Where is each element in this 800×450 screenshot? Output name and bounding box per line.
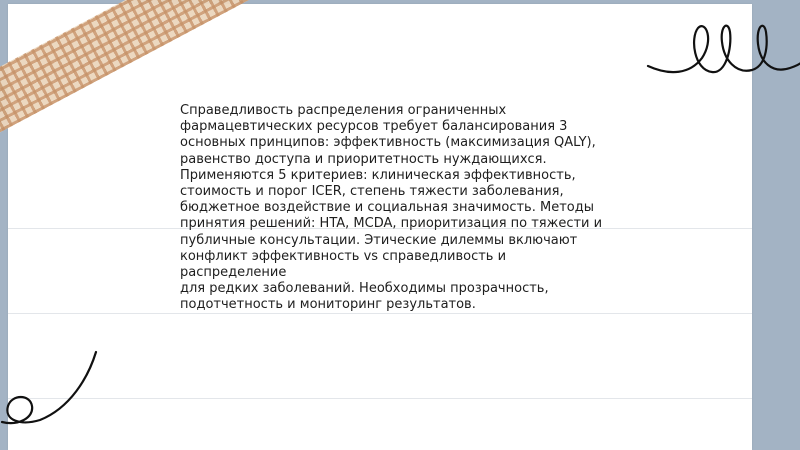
loop-scribble-icon [640, 18, 800, 88]
slide-body-text: Справедливость распределения ограниченных фармацевтических ресурсов требует балансирования 3 основных принципов: эффективность (максимизация QALY), равенство доступа и приоритетность нуждающихся. Применяются 5 критериев: клиническая эффективность, стоимость и порог ICER, степень тяжести заболевания, бюджетное воздействие и социальная значимость. Методы принятия решений: HTA, MCDA, приоритизация по тяжести и публичные консультации. Этические дилеммы включают конфликт эффективность vs справедливость и распределение для редких заболеваний. Необходимы прозрачность, подотчетность и мониторинг результатов. [180, 103, 603, 313]
curl-scribble-icon [0, 348, 110, 428]
paper-ruled-line [8, 398, 752, 399]
